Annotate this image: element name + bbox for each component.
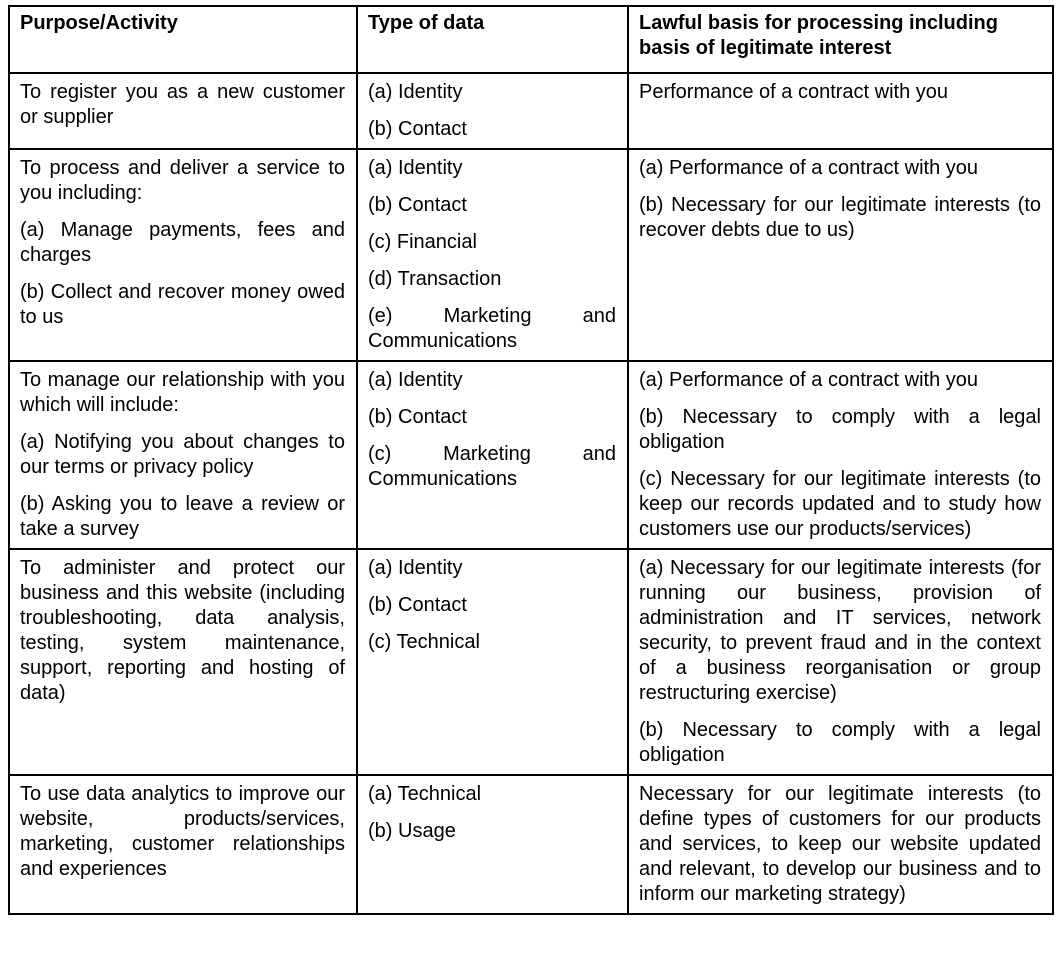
data-type-item: (a) Identity: [368, 557, 463, 579]
data-type-cell: [357, 549, 628, 775]
purpose-text: To register you as a new customer or supplier: [20, 81, 345, 128]
data-type-item: (a) Identity: [368, 157, 463, 179]
data-type-cell: [357, 775, 628, 914]
data-type-item: (c) Financial: [368, 231, 477, 253]
table-row: [9, 549, 1053, 775]
purpose-cell: [9, 775, 357, 914]
purpose-cell: [9, 149, 357, 361]
purpose-text: (b) Collect and recover money owed to us: [20, 281, 345, 328]
header-purpose: Purpose/Activity: [9, 6, 357, 73]
header-type-of-data: Type of data: [357, 6, 628, 73]
lawful-basis-text: (b) Necessary to comply with a legal obligation: [639, 406, 1041, 453]
purpose-text: (a) Notifying you about changes to our terms or privacy policy: [20, 431, 345, 478]
table-row: [9, 149, 1053, 361]
purpose-text: (b) Asking you to leave a review or take a survey: [20, 493, 345, 540]
data-type-item: (b) Contact: [368, 406, 467, 428]
lawful-basis-text: (b) Necessary for our legitimate interests (to recover debts due to us): [639, 194, 1041, 241]
data-type-item: (a) Identity: [368, 369, 463, 391]
lawful-basis-cell: [628, 361, 1053, 549]
lawful-basis-text: Necessary for our legitimate interests (to define types of customers for our products and services, to keep our website updated and relevant, to develop our business and to inform our marketing strategy): [639, 783, 1041, 905]
data-type-item: (c) Technical: [368, 631, 480, 653]
lawful-basis-text: (c) Necessary for our legitimate interests (to keep our records updated and to study how customers use our products/services): [639, 468, 1041, 540]
lawful-basis-text: (a) Performance of a contract with you: [639, 369, 979, 391]
data-type-item: (a) Technical: [368, 783, 482, 805]
table-row: [9, 73, 1053, 149]
data-type-item: (b) Contact: [368, 118, 467, 140]
table-row: [9, 361, 1053, 549]
data-type-item: (e) Marketing and Communications: [368, 305, 616, 352]
purpose-text: To manage our relationship with you which will include:: [20, 369, 345, 416]
header-lawful-basis: Lawful basis for processing including basis of legitimate interest: [628, 6, 1053, 73]
table-header-row: [9, 6, 1053, 73]
purpose-text: To process and deliver a service to you including:: [20, 157, 345, 204]
lawful-basis-text: (a) Performance of a contract with you: [639, 157, 979, 179]
lawful-basis-text: (b) Necessary to comply with a legal obligation: [639, 719, 1041, 766]
lawful-basis-text: (a) Necessary for our legitimate interests (for running our business, provision of administration and IT services, network security, to prevent fraud and in the context of a business reorganisation or group restructuring exercise): [639, 557, 1041, 704]
purpose-cell: [9, 549, 357, 775]
lawful-basis-cell: [628, 549, 1053, 775]
data-type-item: (a) Identity: [368, 81, 463, 103]
purpose-text: To use data analytics to improve our website, products/services, marketing, customer relationships and experiences: [20, 783, 345, 880]
data-type-cell: [357, 149, 628, 361]
lawful-basis-cell: [628, 149, 1053, 361]
data-type-item: (b) Contact: [368, 194, 467, 216]
lawful-basis-cell: [628, 775, 1053, 914]
purpose-text: (a) Manage payments, fees and charges: [20, 219, 345, 266]
table-row: [9, 775, 1053, 914]
lawful-basis-cell: [628, 73, 1053, 149]
data-type-cell: [357, 361, 628, 549]
purpose-text: To administer and protect our business and this website (including troubleshooting, data analysis, testing, system maintenance, support, reporting and hosting of data): [20, 557, 345, 704]
purpose-cell: [9, 73, 357, 149]
data-type-item: (b) Contact: [368, 594, 467, 616]
lawful-basis-table: [8, 5, 1054, 915]
purpose-cell: [9, 361, 357, 549]
data-type-item: (c) Marketing and Communications: [368, 443, 616, 490]
data-type-item: (d) Transaction: [368, 268, 502, 290]
data-type-cell: [357, 73, 628, 149]
data-type-item: (b) Usage: [368, 820, 456, 842]
lawful-basis-text: Performance of a contract with you: [639, 81, 949, 103]
